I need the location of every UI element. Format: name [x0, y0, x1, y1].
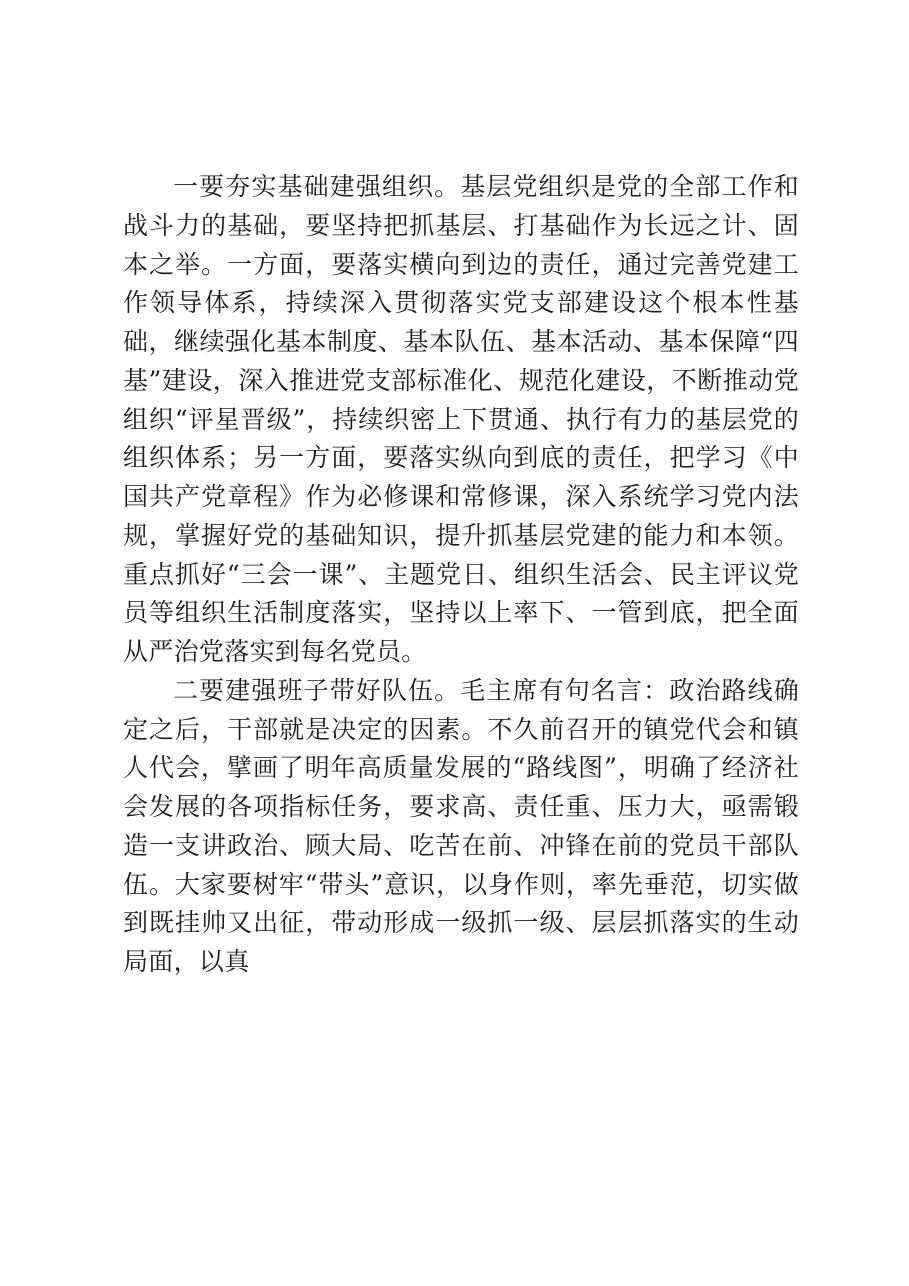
paragraph-strengthen-organization: 一要夯实基础建强组织。基层党组织是党的全部工作和战斗力的基础，要坚持把抓基层、打基础作为长远之计、固本之举。一方面，要落实横向到边的责任，通过完善党建工作领导体系，持续深入贯彻落实党支部建设这个根本性基础，继续强化基本制度、基本队伍、基本活动、基本保障“四基”建设，深入推进党支部标准化、规范化建设，不断推动党组织“评星晋级”，持续织密上下贯通、执行有力的基层党的组织体系；另一方面，要落实纵向到底的责任，把学习《中国共产党章程》作为必修课和常修课，深入系统学习党内法规，掌握好党的基础知识，提升抓基层党建的能力和本领。重点抓好“三会一课”、主题党日、组织生活会、民主评议党员等组织生活制度落实，坚持以上率下、一管到底，把全面从严治党落实到每名党员。 — [123, 172, 799, 666]
document-body — [123, 168, 799, 982]
paragraph-strengthen-team: 二要建强班子带好队伍。毛主席有句名言：政治路线确定之后，干部就是决定的因素。不久前召开的镇党代会和镇人代会，擘画了明年高质量发展的“路线图”，明确了经济社会发展的各项指标任务，要求高、责任重、压力大，亟需锻造一支讲政治、顾大局、吃苦在前、冲锋在前的党员干部队伍。大家要树牢“带头”意识，以身作则，率先垂范，切实做到既挂帅又出征，带动形成一级抓一级、层层抓落实的生动局面，以真 — [123, 675, 799, 976]
